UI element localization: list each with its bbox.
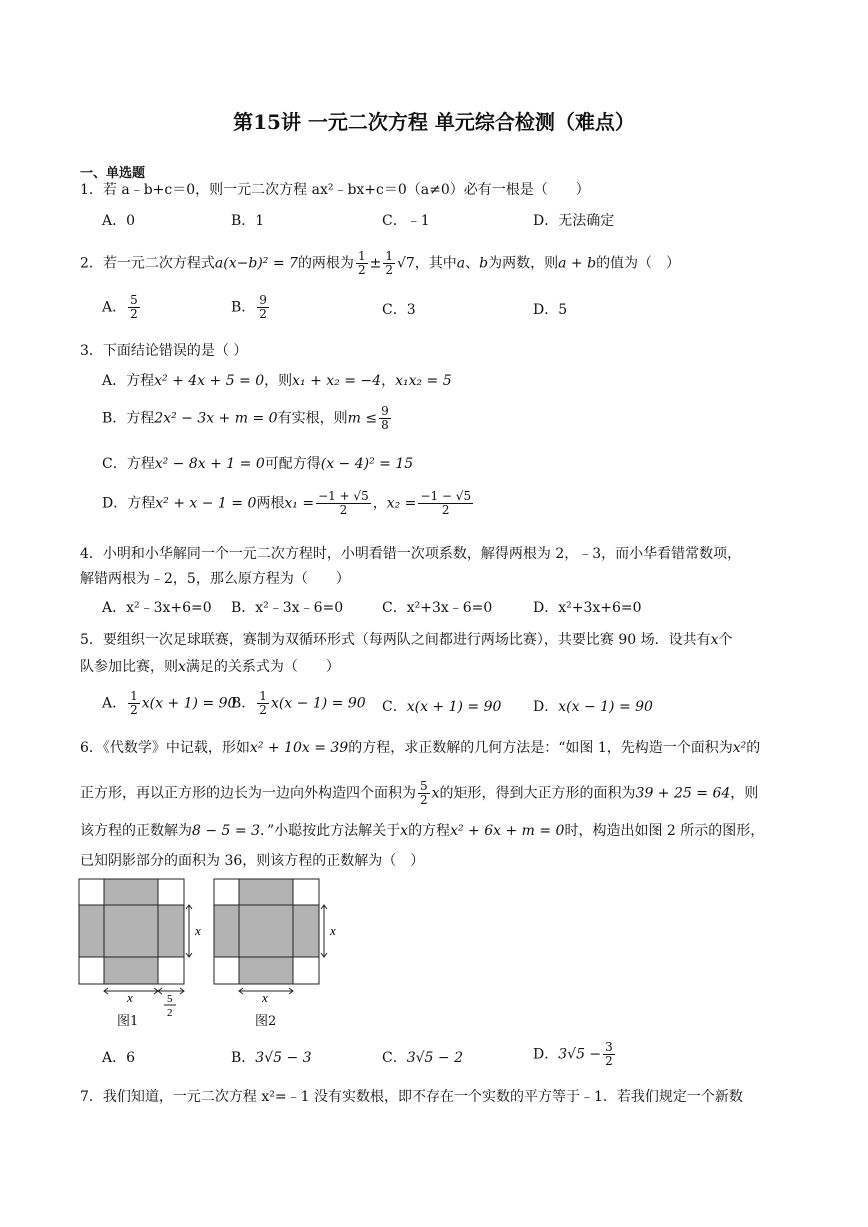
section-heading: 一、单选题 [80,166,146,181]
q3-option-d: D．方程x² + x − 1 = 0两根x₁ = $\frac{-1 + √5}{2}$ ，x₂ = $\frac{-1 - √5}{2}$ [102,489,472,517]
fig1-x-side-label: x [195,923,201,938]
q2-equation: a(x−b)² = 7 [214,255,298,272]
fig1-frac-num: 5 [167,993,173,1005]
question-3-stem: 3．下面结论错误的是（ ） [80,343,248,359]
page-title: 第15讲 一元二次方程 单元综合检测（难点） [233,110,635,134]
question-6-line-2: 正方形，再以正方形的边长为一边向外构造四个面积为 $\frac{5}{2}$ x的矩形，得到大正方形的面积为39 + 25 = 64，则 [80,779,759,807]
figure-2-caption: 图2 [255,1014,277,1029]
question-7-stem: 7．我们知道，一元二次方程 x²=﹣1 没有实数根，即不存在一个实数的平方等于﹣1．若我们规定一个新数 [80,1089,743,1105]
fig2-x-side-label: x [330,923,336,938]
q2-option-c: C．3 [382,302,416,318]
figure-1-caption: 图1 [117,1014,139,1029]
q5-option-c: C．x(x + 1) = 90 [382,699,502,715]
question-6-line-1: 6．《代数学》中记载，形如x² + 10x = 39的方程，求正数解的几何方法是：“如图 1，先构造一个面积为x²的 [80,740,761,756]
q2-half-fraction-2: $\frac{1}{2}$ [385,249,393,277]
fig1-frac-den: 2 [167,1007,173,1019]
q2-sep: 、 [465,255,480,272]
q2-option-d: D．5 [533,302,568,318]
q5-option-a: A． $\frac{1}{2}$ x(x + 1) = 90 [102,689,237,717]
q6-option-a: A．6 [102,1050,136,1066]
q1-option-b: B．1 [231,213,265,229]
q2-text-c: ，其中 [414,255,457,272]
q4-option-a: A．x²﹣3x+6=0 [102,600,212,616]
q2-option-b: B． $\frac{9}{2}$ [231,293,267,321]
question-6-line-3: 该方程的正数解为8 − 5 = 3．”小聪按此方法解关于x的方程x² + 6x + m = 0时，构造出如图 2 所示的图形， [80,823,765,839]
q2-var-b: b [479,255,489,272]
q2-sqrt7: √7 [396,255,415,272]
question-4-line-1: 4．小明和小华解同一个一元二次方程时，小明看错一次项系数，解得两根为 2，﹣3，而小华看错常数项， [80,546,742,562]
q6-option-c: C．3√5 − 2 [382,1050,463,1066]
q2-text-a: 2．若一元二次方程式 [80,255,215,272]
q5-option-b: B． $\frac{1}{2}$ x(x − 1) = 90 [231,689,366,717]
q6-option-d: D．3√5 − $\frac{3}{2}$ [533,1040,613,1068]
q3-option-a: A．方程x² + 4x + 5 = 0，则x₁ + x₂ = −4，x₁x₂ = 5 [102,373,452,389]
q4-option-c: C．x²+3x﹣6=0 [382,600,493,616]
q4-option-d: D．x²+3x+6=0 [533,600,642,616]
q6-option-b: B．3√5 − 3 [231,1050,312,1066]
q1-option-c: C．﹣1 [382,213,430,229]
question-5-line-2: 队参加比赛，则x满足的关系式为（ ） [80,659,340,675]
fig1-x-bottom-label: x [127,990,133,1005]
q2-sum: a + b [558,255,597,272]
q2-plusminus: ± [369,255,382,272]
q1-option-a: A．0 [102,213,136,229]
q4-option-b: B．x²﹣3x﹣6=0 [231,600,344,616]
q2-option-a: A． $\frac{5}{2}$ [102,293,138,321]
q2-half-fraction: $\frac{1}{2}$ [357,249,366,277]
q2-var-a: a [456,255,466,272]
question-4-line-2: 解错两根为﹣2，5，那么原方程为（ ） [80,571,350,587]
q1-option-d: D．无法确定 [533,213,615,229]
q3-option-b: B．方程2x² − 3x + m = 0有实根，则m ≤ $\frac{9}{8}$ [102,404,389,432]
question-2-stem [80,250,680,277]
q2-text-e: 的值为（ ） [596,255,681,272]
question-5-line-1: 5．要组织一次足球联赛，赛制为双循环形式（每两队之间都进行两场比赛），共要比赛 90 场．设共有x个 [80,632,733,648]
figure-2 [213,878,343,1028]
figure-1 [78,878,208,1028]
q2-text-b: 的两根为 [297,255,354,272]
question-6-line-4: 已知阴影部分的面积为 36，则该方程的正数解为（ ） [80,853,425,869]
q5-option-d: D．x(x − 1) = 90 [533,699,653,715]
q3-option-c: C．方程x² − 8x + 1 = 0可配方得(x − 4)² = 15 [102,456,414,472]
fig2-x-bottom-label: x [262,990,268,1005]
question-1-stem: 1．若 a﹣b+c＝0，则一元二次方程 ax²﹣bx+c＝0（a≠0）必有一根是（ ） [80,182,590,198]
q2-text-d: 为两数，则 [488,255,559,272]
